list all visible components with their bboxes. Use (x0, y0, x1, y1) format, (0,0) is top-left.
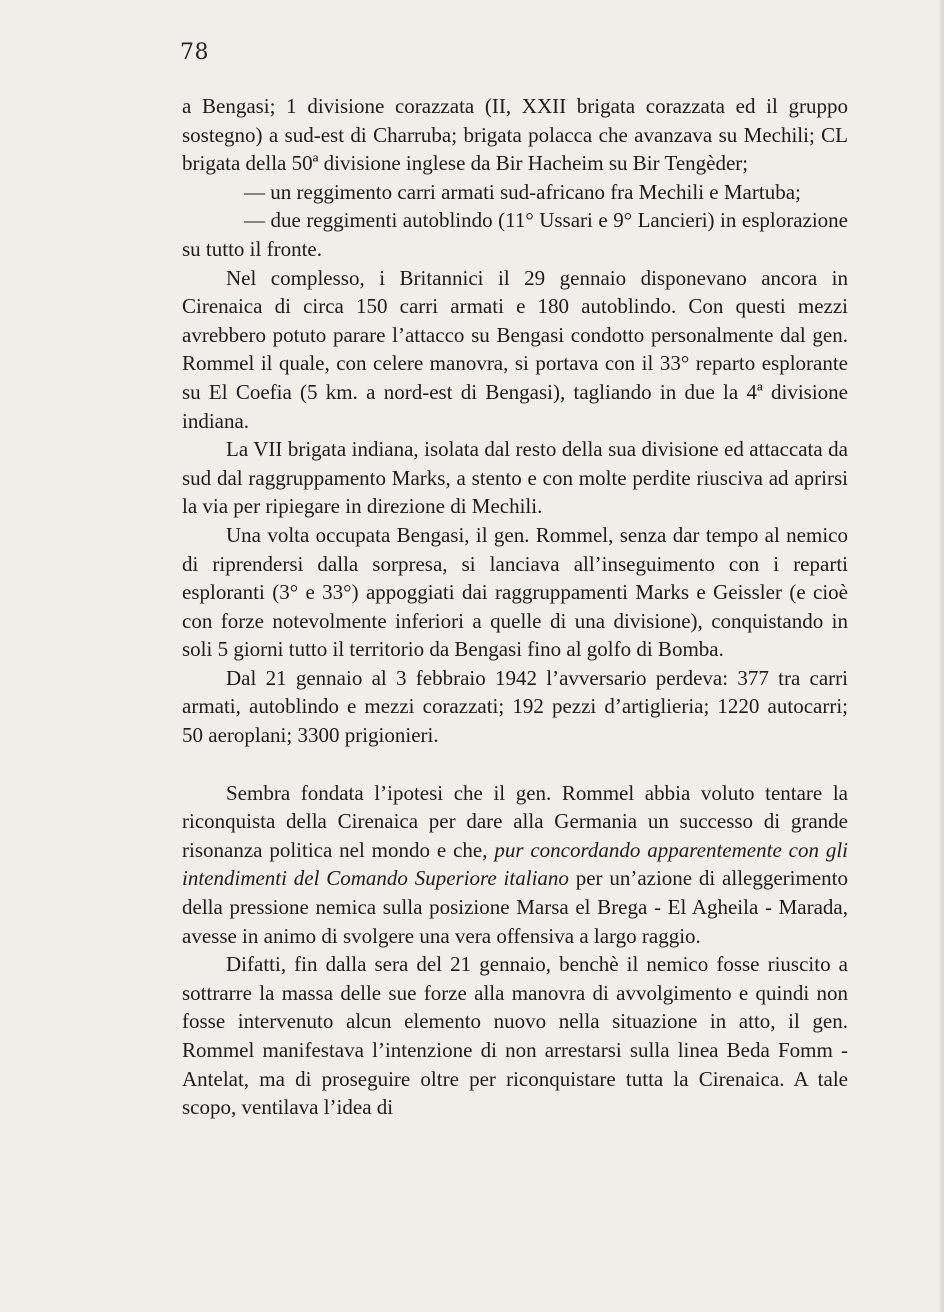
page-number: 78 (180, 40, 209, 65)
paragraph: Difatti, fin dalla sera del 21 gennaio, benchè il nemico fosse riuscito a sottrarre la massa delle sue forze alla manovra di avvolgimento e quindi non fosse intervenuto alcun elemento nuovo nella situazione in atto, il gen. Rommel manifestava l’intenzione di non arrestarsi sulla linea Beda Fomm - Antelat, ma di proseguire oltre per riconquistare tutta la Cirenaica. A tale scopo, ventilava l’idea di (182, 952, 848, 1120)
body-text (182, 92, 848, 1122)
scan-edge-shadow (940, 0, 944, 1312)
italic-phrase: pur concordando apparentemente con gli intendimenti del Comando Superiore italiano (182, 837, 848, 891)
paragraph: Nel complesso, i Britannici il 29 gennaio disponevano ancora in Cirenaica di circa 150 carri armati e 180 autoblindo. Con questi mezzi avrebbero potuto parare l’attacco su Bengasi condotto personalmente dal gen. Rommel il quale, con celere manovra, si portava con il 33° reparto esplorante su El Coefia (5 km. a nord-est di Bengasi), tagliando in due la 4ª divisione indiana. (182, 265, 848, 433)
paragraph: La VII brigata indiana, isolata dal resto della sua divisione ed attaccata da sud dal raggruppamento Marks, a stento e con molte perdite riusciva ad aprirsi la via per ripiegare in direzione di Mechili. (182, 437, 848, 519)
paragraph: Dal 21 gennaio al 3 febbraio 1942 l’avversario perdeva: 377 tra carri armati, autoblindo e mezzi corazzati; 192 pezzi d’artiglieria; 1220 autocarri; 50 aeroplani; 3300 prigionieri. (182, 665, 848, 748)
paragraph: Una volta occupata Bengasi, il gen. Rommel, senza dar tempo al nemico di riprendersi dalla sorpresa, si lanciava all’inseguimento con i reparti esploranti (3° e 33°) appoggiati dai raggruppamenti Marks e Geissler (e cioè con forze notevolmente inferiori a quelle di una divisione), conquistando in soli 5 giorni tutto il territorio da Bengasi fino al golfo di Bomba. (182, 522, 848, 662)
paragraph-with-italic (182, 779, 848, 951)
paragraph-text-start: Sembra fondata l’ipotesi che il gen. Rommel abbia voluto tentare la riconquista della Cirenaica per dare alla Germania un successo di grande risonanza politica nel mondo e che, (182, 780, 848, 862)
paragraph-continuation: a Bengasi; 1 divisione corazzata (II, XXII brigata corazzata ed il gruppo sostegno) a sud-est di Charruba; brigata polacca che avanzava su Mechili; CL brigata della 50ª divisione inglese da Bir Hacheim su Bir Tengèder; (182, 94, 848, 176)
paragraph-dash-item: — un reggimento carri armati sud-africano fra Mechili e Martuba; (244, 179, 801, 204)
paragraph-dash-item: — due reggimenti autoblindo (11° Ussari e 9° Lancieri) in esplorazione su tutto il fronte. (182, 208, 848, 261)
paragraph-text-end: per un’azione di alleggerimento della pressione nemica sulla posizione Marsa el Brega - El Agheila - Marada, avesse in animo di svolgere una vera offensiva a largo raggio. (182, 866, 849, 948)
